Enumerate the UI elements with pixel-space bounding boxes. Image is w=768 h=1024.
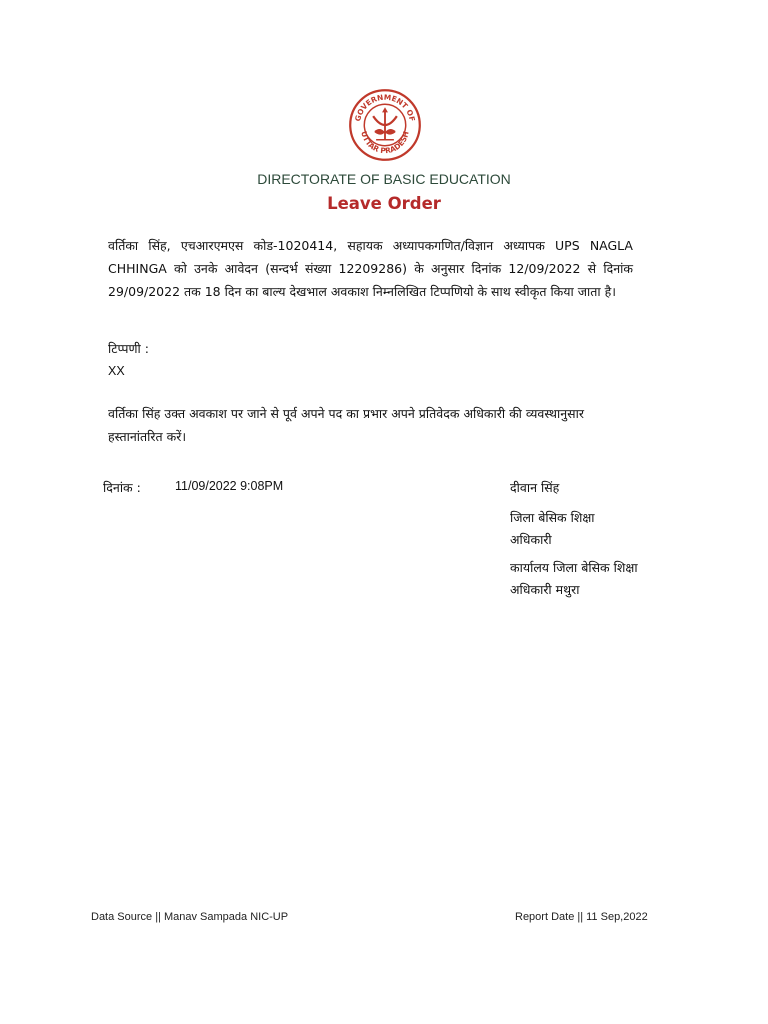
signatory-name: दीवान सिंह: [510, 480, 560, 495]
charge-handover-paragraph: वर्तिका सिंह उक्त अवकाश पर जाने से पूर्व अपने पद का प्रभार अपने प्रतिवेदक अधिकारी की व्यवस्थानुसार हस्तानांतरित करें।: [108, 406, 584, 444]
remark-label: टिप्पणी :: [108, 341, 149, 356]
signatory-designation: जिला बेसिक शिक्षा अधिकारी: [510, 510, 595, 547]
department-heading: DIRECTORATE OF BASIC EDUCATION: [257, 171, 511, 187]
footer-data-source: Data Source || Manav Sampada NIC-UP: [91, 911, 289, 923]
leave-order-paragraph: वर्तिका सिंह, एचआरएमएस कोड-1020414, सहायक अध्यापकगणित/विज्ञान अध्यापक UPS NAGLA CHHINGA को उनके आवेदन (सन्दर्भ संख्या 12209286) के अनुसार दिनांक 12/09/2022 से दिनांक 29/09/2022 तक 18 दिन का बाल्य देखभाल अवकाश निम्नलिखित टिप्पणियो के साथ स्वीकृत किया जाता है।: [108, 238, 633, 299]
seal-bottom-text: UTTAR PRADESH: [359, 130, 411, 156]
up-government-seal: [348, 88, 422, 162]
remark-value: XX: [108, 364, 125, 378]
date-label: दिनांक :: [103, 480, 141, 495]
seal-top-text: GOVERNMENT OF: [353, 92, 417, 123]
signatory-office: कार्यालय जिला बेसिक शिक्षा अधिकारी मथुरा: [510, 560, 638, 597]
date-value: 11/09/2022 9:08PM: [175, 479, 284, 493]
page-title: Leave Order: [327, 194, 441, 213]
footer-report-date: Report Date || 11 Sep,2022: [515, 911, 648, 923]
